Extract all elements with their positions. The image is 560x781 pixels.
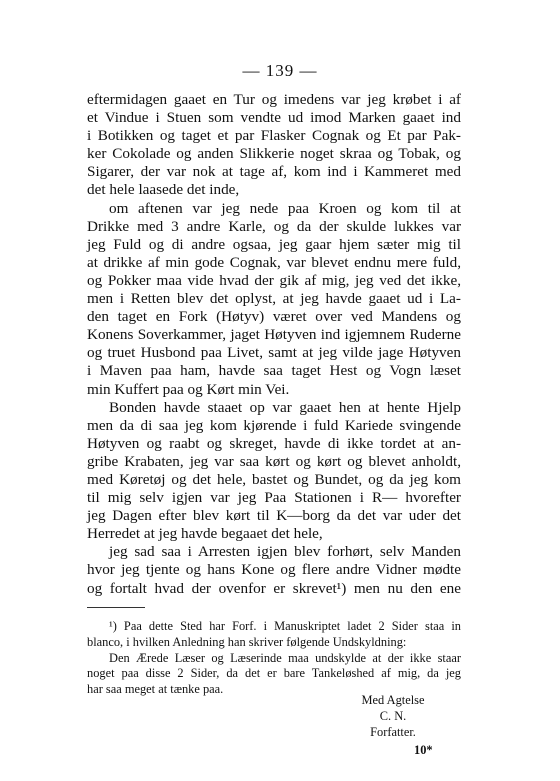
footnote-line: Den Ærede Læser og Læserinde maa undskylde at der ikke staar [109,650,461,665]
text-line: med Køretøj og det hele, bastet og Bundet, og da jeg kom [87,470,461,488]
text-line: men i Retten blev det oplyst, at jeg havde gaaet ud i La- [87,290,461,308]
signature-line: Forfatter. [370,724,416,739]
text-line: og Pokker maa vide hvad der gik af mig, jeg ved det ikke, [87,271,461,289]
footnote-divider [87,607,145,608]
text-line: ker Cokolade og anden Slikkerie noget skraa og Tobak, og [87,145,461,163]
sheet-signature-mark: 10* [414,743,433,757]
text-line: et Vindue i Stuen som vendte ud imod Marken gaaet ind [87,109,461,127]
text-line: den taget en Fork (Høtyv) været over ved Mandens og [87,308,461,326]
text-line: gribe Krabaten, jeg var saa kørt og kørt og blevet anholdt, [87,452,461,470]
text-line: det hele laasede det inde, [87,181,240,199]
text-line: eftermidagen gaaet en Tur og imedens var jeg krøbet i af [87,91,461,108]
text-line: Herredet at jeg havde begaaet det hele, [87,525,323,543]
body-text [87,91,461,598]
text-line: jeg Fuld og di andre ogsaa, jeg gaar hjem sæter mig til [87,235,461,253]
text-line: i Botikken og taget et par Flasker Cognak og Et par Pak- [87,127,461,145]
text-line: om aftenen var jeg nede paa Kroen og kom til at [109,199,461,217]
text-line: hvor jeg tjente og hans Kone og flere andre Vidner mødte [87,561,461,579]
text-line: til mig selv igjen var jeg Paa Stationen i R— hvorefter [87,489,461,507]
signature-block [333,693,453,740]
text-line: men da di saa jeg kom kjørende i fuld Kariede svingende [87,416,461,434]
signature-line: C. N. [379,708,407,723]
footnote-line: noget paa disse 2 Sider, da det er bare Tankeløshed af mig, da jeg [87,666,461,681]
text-line: og truet Husbond paa Livet, samt at jeg vilde jage Høtyven [87,344,461,362]
footnote-line: ¹) Paa dette Sted har Forf. i Manuskriptet ladet 2 Sider staa in [109,619,461,633]
footnote-line: blanco, i hvilken Anledning han skriver følgende Undskyldning: [87,634,407,649]
text-line: Drikke med 3 andre Karle, og da der skulde lukkes var [87,217,461,235]
page-number: — 139 — [242,61,318,80]
text-line: Høtyven og raabt og skreget, havde di ikke tordet at an- [87,434,461,452]
signature-line: Med Agtelse [361,693,425,707]
text-line: at drikke af min gode Cognak, var blevet endnu mere fuld, [87,253,461,271]
text-line: Konens Soverkammer, jaget Høtyven ind igjemnem Ruderne [87,326,461,344]
text-line: Sigarer, der var nok at tage af, kom ind i Kammeret med [87,163,461,181]
text-line: og fortalt hvad der ovenfor er skrevet¹) men nu den ene [87,579,461,597]
footnote [87,619,461,698]
text-line: jeg sad saa i Arresten igjen blev forhørt, selv Manden [109,543,461,561]
text-line: jeg Dagen efter blev kørt til K—borg da det var uder det [87,507,461,525]
footnote-line: har saa meget at tænke paa. [87,682,224,697]
text-line: i Maven paa ham, havde saa taget Hest og Vogn læset [87,362,461,380]
text-line: min Kuffert paa og Kørt min Vei. [87,380,290,398]
text-line: Bonden havde staaet op var gaaet hen at hente Hjelp [109,398,461,416]
